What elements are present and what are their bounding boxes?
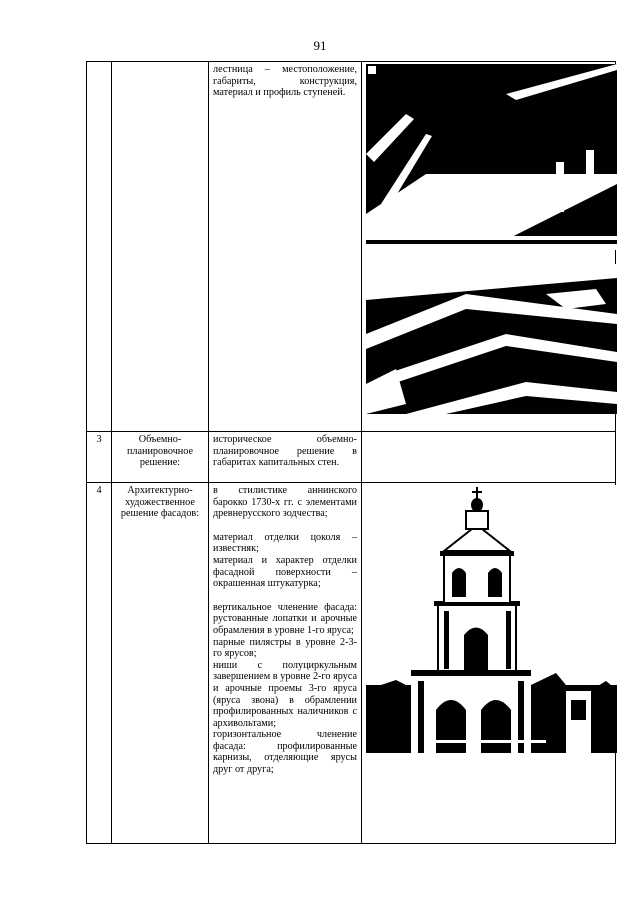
row-description <box>209 432 362 483</box>
row-images <box>362 432 616 483</box>
row-description <box>209 483 362 844</box>
table-row <box>87 62 616 432</box>
description-text: парные пилястры в уровне 2-3-го ярусов; <box>213 636 357 660</box>
description-text: горизонтальное членение фасада: профилированные карнизы, отделяющие ярусы друг от друга; <box>213 729 357 776</box>
row-name <box>112 62 209 432</box>
description-text: историческое объемно-планировочное решение в габаритах капитальных стен. <box>213 434 357 469</box>
table-row <box>87 432 616 483</box>
row-images <box>362 62 616 432</box>
row-name: Архитектурно-художественное решение фасадов: <box>112 483 209 844</box>
row-number: 4 <box>87 483 112 844</box>
bell-tower-photo <box>366 485 617 753</box>
spacer <box>213 520 357 532</box>
description-text: материал и характер отделки фасадной поверхности – окрашенная штукатурка; <box>213 554 357 590</box>
stair-photo-upper <box>366 64 617 250</box>
row-number: 3 <box>87 432 112 483</box>
table-row <box>87 483 616 844</box>
description-text: лестница – местоположение, габариты, конструкция, материал и профиль ступеней. <box>213 64 357 99</box>
row-images <box>362 483 616 844</box>
description-text: материал отделки цоколя – известняк; <box>213 531 357 555</box>
description-text: ниши с полуциркульным завершением в уровне 2-го яруса и арочные проемы 3-го яруса (яруса звона) в обрамлении профилированных наличников с архивольтами; <box>213 659 357 729</box>
row-name: Объемно-планировочное решение: <box>112 432 209 483</box>
monument-features-table <box>86 61 616 844</box>
spacer <box>213 590 357 602</box>
description-text: в стилистике аннинского барокко 1730-х гг. с элементами древнерусского зодчества; <box>213 485 357 520</box>
row-description <box>209 62 362 432</box>
row-number <box>87 62 112 432</box>
stair-photo-lower <box>366 264 617 414</box>
page-number: 91 <box>313 38 327 53</box>
description-text: вертикальное членение фасада: рустованные лопатки и арочные обрамления в уровне 1-го яруса; <box>213 601 357 636</box>
